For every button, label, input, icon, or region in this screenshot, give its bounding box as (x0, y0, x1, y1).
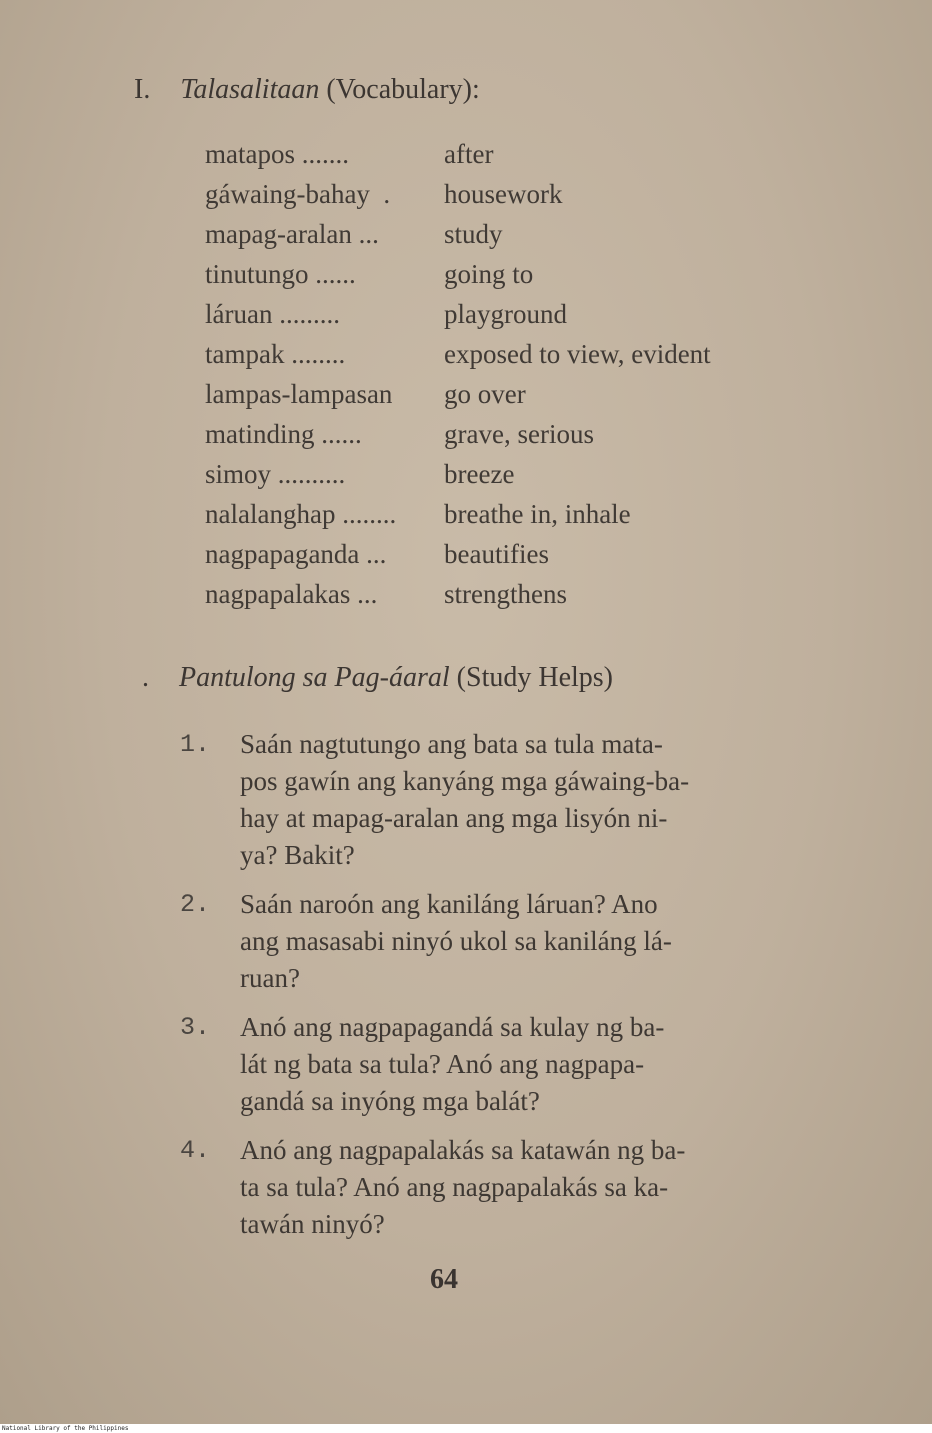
vocabulary-title-english: (Vocabulary): (326, 74, 480, 105)
study-helps-list (180, 726, 800, 1255)
vocabulary-term: tampak ........ (205, 339, 346, 369)
vocabulary-term: tinutungo ...... (205, 259, 356, 289)
vocabulary-definition: playground (444, 299, 567, 329)
vocabulary-row (205, 574, 805, 614)
vocabulary-term: mapag-aralan ... (205, 219, 379, 249)
vocabulary-definition: breathe in, inhale (444, 499, 631, 529)
vocabulary-definition: going to (444, 259, 534, 289)
vocabulary-term: simoy .......... (205, 459, 346, 489)
question-number: 4. (180, 1136, 211, 1165)
vocabulary-term: láruan ......... (205, 299, 340, 329)
question-text: Anó ang nagpapagandá sa kulay ng ba- lát ng bata sa tula? Anó ang nagpapa- gandá sa inyóng mga balát? (240, 1012, 665, 1116)
vocabulary-list (205, 134, 805, 614)
vocabulary-row (205, 414, 805, 454)
question-text: Saán naroón ang kaniláng láruan? Ano ang masasabi ninyó ukol sa kaniláng lá- ruan? (240, 889, 672, 993)
vocabulary-term: matinding ...... (205, 419, 362, 449)
vocabulary-definition: after (444, 139, 494, 169)
question-number: 2. (180, 890, 211, 919)
vocabulary-term: gáwaing-bahay . (205, 179, 391, 209)
study-question (180, 886, 800, 997)
library-credit: National Library of the Philippines (2, 1425, 129, 1432)
vocabulary-row (205, 294, 805, 334)
study-question (180, 1132, 800, 1243)
question-text: Saán nagtutungo ang bata sa tula mata- pos gawín ang kanyáng mga gáwaing-ba- hay at mapag-aralan ang mga lisyón ni- ya? Bakit? (240, 729, 690, 870)
vocabulary-row (205, 254, 805, 294)
vocabulary-definition: housework (444, 179, 563, 209)
footer-strip (0, 1424, 932, 1433)
vocabulary-heading (134, 74, 480, 106)
study-helps-heading (142, 662, 613, 694)
study-helps-title-english: (Study Helps) (456, 662, 613, 693)
vocabulary-definition: exposed to view, evident (444, 339, 711, 369)
vocabulary-definition: breeze (444, 459, 515, 489)
question-text: Anó ang nagpapalakás sa katawán ng ba- ta sa tula? Anó ang nagpapalakás sa ka- tawán ninyó? (240, 1135, 686, 1239)
vocabulary-term: nagpapalakas ... (205, 579, 378, 609)
vocabulary-row (205, 134, 805, 174)
vocabulary-definition: beautifies (444, 539, 549, 569)
vocabulary-row (205, 454, 805, 494)
study-question (180, 726, 800, 874)
question-number: 1. (180, 730, 211, 759)
section-marker: . (142, 662, 149, 693)
vocabulary-row (205, 374, 805, 414)
vocabulary-definition: grave, serious (444, 419, 594, 449)
vocabulary-definition: strengthens (444, 579, 567, 609)
vocabulary-row (205, 214, 805, 254)
study-helps-title-tagalog: Pantulong sa Pag-áaral (179, 662, 450, 693)
vocabulary-term: lampas-lampasan (205, 379, 393, 409)
question-number: 3. (180, 1013, 211, 1042)
vocabulary-term: nagpapaganda ... (205, 539, 387, 569)
vocabulary-row (205, 334, 805, 374)
vocabulary-row (205, 494, 805, 534)
study-question (180, 1009, 800, 1120)
section-numeral: I. (134, 74, 151, 105)
vocabulary-row (205, 534, 805, 574)
page-number: 64 (430, 1264, 458, 1295)
vocabulary-term: matapos ....... (205, 139, 349, 169)
vocabulary-definition: go over (444, 379, 526, 409)
vocabulary-row (205, 174, 805, 214)
vocabulary-definition: study (444, 219, 503, 249)
vocabulary-term: nalalanghap ........ (205, 499, 397, 529)
vocabulary-title-tagalog: Talasalitaan (180, 74, 320, 105)
